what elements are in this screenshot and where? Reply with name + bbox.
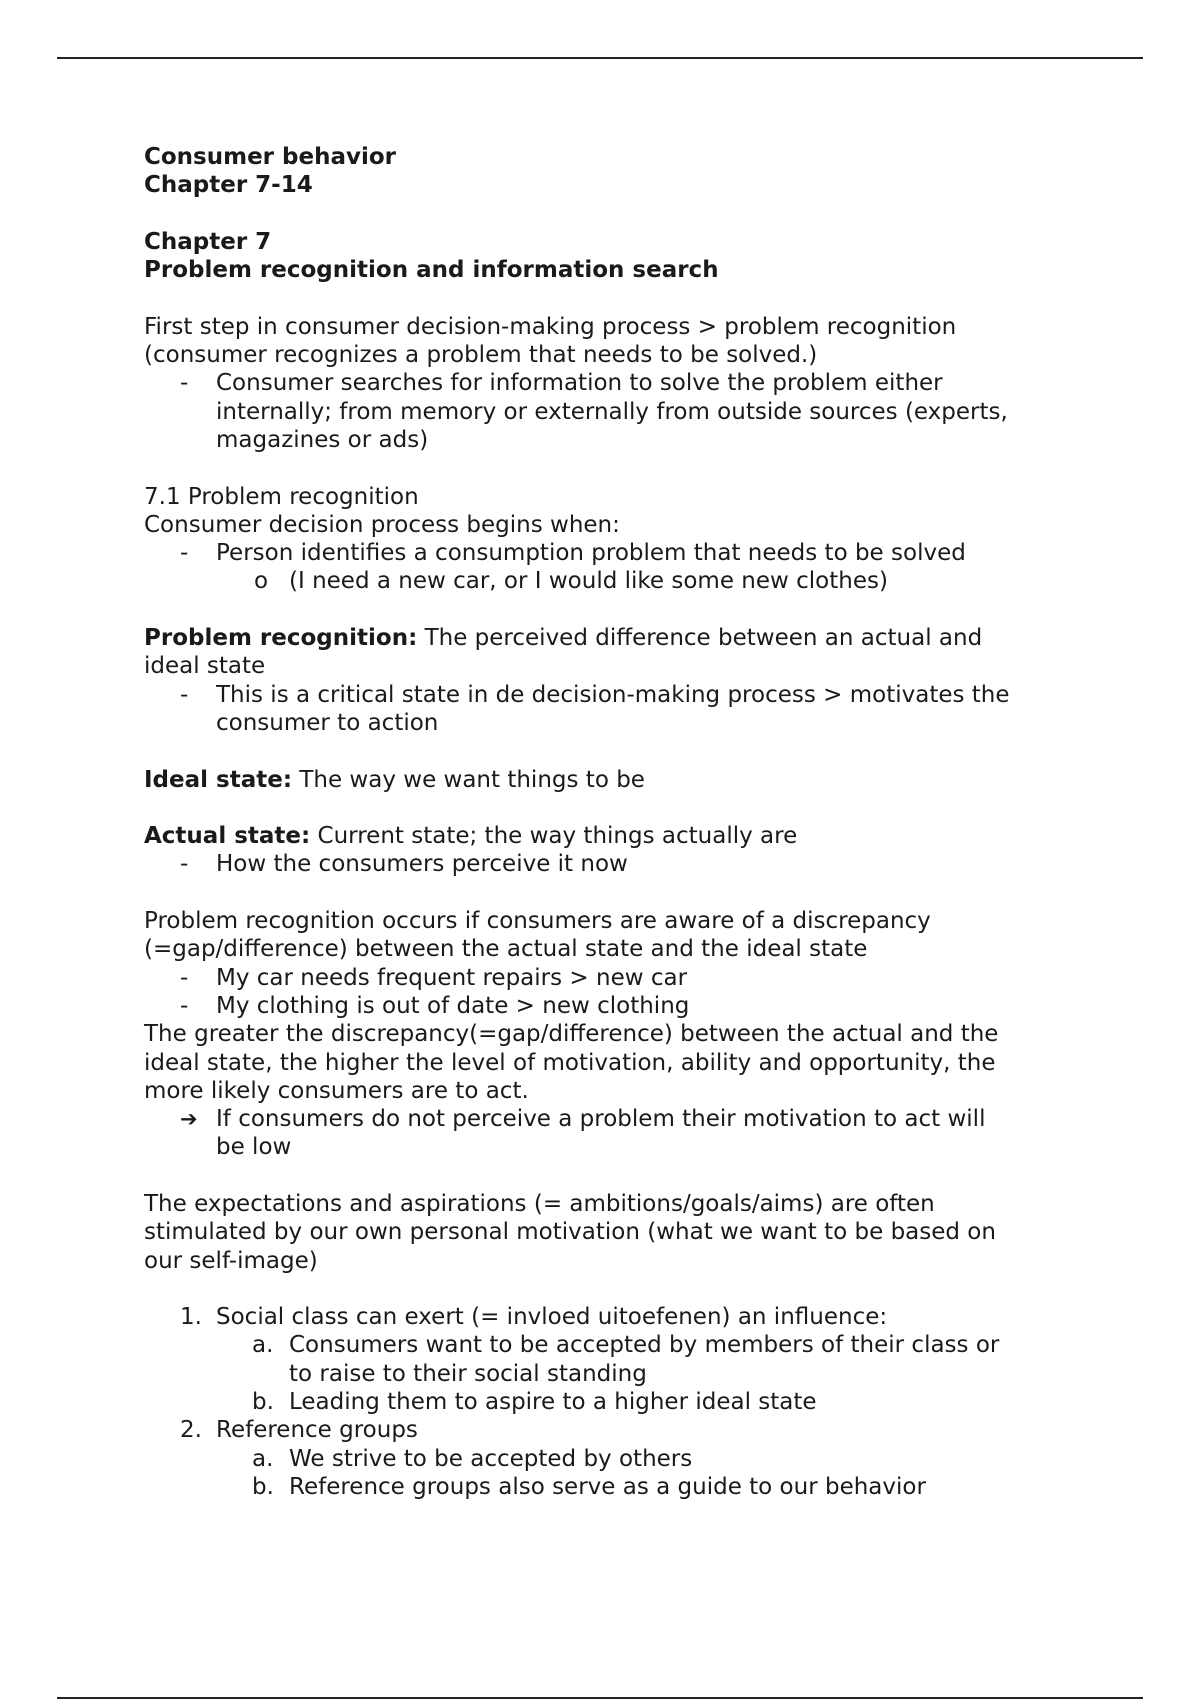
definition-actual-state: Actual state: Current state; the way things actually are bbox=[144, 823, 798, 850]
discrepancy-line: Problem recognition occurs if consumers are aware of a discrepancy bbox=[144, 908, 931, 935]
document-body: Consumer behavior Chapter 7-14 Chapter 7 Problem recognition and information search First step in consumer decision-making process > problem recognition (consumer recognizes a problem that needs to be solved.) - Consumer searches for information to solve the problem either internally; from memory or externally from outside sources (experts, magazines or ads) 7.1 Problem recognition Consumer decision process begins when: - Person identifies a consumption problem that needs to be solved o (I need a new car, or I would like some new clothes) Problem recognition: The perceived difference between an actual and ideal state - This is a critical state in de decision-making process > motivates the consumer to action Ideal state: The way we want things to be Actual state: Current state; the way things actually are - How the consumers perceive it now Problem recognition occurs if consumers are aware of a discrepancy (=gap/difference) between the actual state and the ideal state - My car needs frequent repairs > new car - My clothing is out of date > new clothing The greater the discrepancy(=gap/difference) between the actual and the ideal state, the higher the level of motivation, ability and opportunity, the more likely consumers are to act. ➔ If consumers do not perceive a problem their motivation to act will be low The expectations and aspirations (= ambitions/goals/aims) are often stimulated by our own personal motivation (what we want to be based on our self-image) 1. Social class can exert (= invloed uitoefenen) an influence: a. Consumers want to be accepted by members of their class or to raise to their social standing b. Leading them to aspire to a higher ideal state 2. Reference groups a. We strive to be accepted by others b. Reference groups also serve as a guide to our behavior bbox=[144, 143, 1064, 1501]
dash-bullet: - bbox=[180, 681, 189, 708]
arrow-right-icon: ➔ bbox=[180, 1107, 198, 1132]
number-marker: 1. bbox=[180, 1304, 202, 1331]
document-title: Consumer behavior bbox=[144, 144, 397, 170]
letter-marker: b. bbox=[252, 1473, 274, 1500]
section-lead: Consumer decision process begins when: bbox=[144, 511, 620, 538]
letter-marker: a. bbox=[252, 1445, 274, 1472]
lettered-item: a. We strive to be accepted by others bbox=[252, 1445, 693, 1472]
list-item: o (I need a new car, or I would like some new clothes) bbox=[254, 568, 888, 595]
section-heading: 7.1 Problem recognition bbox=[144, 483, 419, 510]
dash-bullet: - bbox=[180, 540, 189, 567]
top-rule bbox=[57, 57, 1143, 59]
intro-line: (consumer recognizes a problem that needs to be solved.) bbox=[144, 342, 818, 369]
definition-problem-recognition: Problem recognition: The perceived difference between an actual and bbox=[144, 625, 983, 652]
numbered-item: 2. Reference groups bbox=[180, 1417, 418, 1444]
list-item: - This is a critical state in de decision-making process > motivates the consumer to action bbox=[180, 681, 1010, 736]
discrepancy-line: (=gap/difference) between the actual state and the ideal state bbox=[144, 936, 868, 963]
number-marker: 2. bbox=[180, 1417, 202, 1444]
dash-bullet: - bbox=[180, 964, 189, 991]
expectations-paragraph: The expectations and aspirations (= ambitions/goals/aims) are often bbox=[144, 1190, 935, 1217]
list-item: - Person identifies a consumption problem that needs to be solved bbox=[180, 540, 966, 567]
definition-ideal-state: Ideal state: The way we want things to be bbox=[144, 766, 645, 793]
chapter-title: Problem recognition and information search bbox=[144, 257, 719, 284]
chapter-heading: Chapter 7 bbox=[144, 228, 272, 255]
dash-bullet: - bbox=[180, 851, 189, 878]
lettered-item: a. Consumers want to be accepted by members of their class or to raise to their social standing bbox=[252, 1332, 1000, 1387]
list-item: - My clothing is out of date > new clothing bbox=[180, 992, 690, 1019]
list-item: - How the consumers perceive it now bbox=[180, 851, 628, 878]
letter-marker: b. bbox=[252, 1389, 274, 1416]
list-item: - Consumer searches for information to solve the problem either internally; from memory or externally from outside sources (experts, magazines or ads) bbox=[180, 370, 1008, 453]
discrepancy-paragraph: The greater the discrepancy(=gap/difference) between the actual and the bbox=[144, 1021, 999, 1048]
list-item: - My car needs frequent repairs > new car bbox=[180, 964, 688, 991]
list-item: ➔ If consumers do not perceive a problem their motivation to act will be low bbox=[180, 1106, 986, 1161]
circle-bullet: o bbox=[254, 568, 269, 595]
bottom-rule bbox=[57, 1697, 1143, 1699]
letter-marker: a. bbox=[252, 1332, 274, 1359]
dash-bullet: - bbox=[180, 992, 189, 1019]
document-subtitle: Chapter 7-14 bbox=[144, 172, 313, 199]
lettered-item: b. Leading them to aspire to a higher ideal state bbox=[252, 1389, 817, 1416]
dash-bullet: - bbox=[180, 370, 189, 397]
lettered-item: b. Reference groups also serve as a guide to our behavior bbox=[252, 1473, 926, 1500]
intro-line: First step in consumer decision-making process > problem recognition bbox=[144, 313, 957, 340]
numbered-item: 1. Social class can exert (= invloed uitoefenen) an influence: bbox=[180, 1304, 888, 1331]
